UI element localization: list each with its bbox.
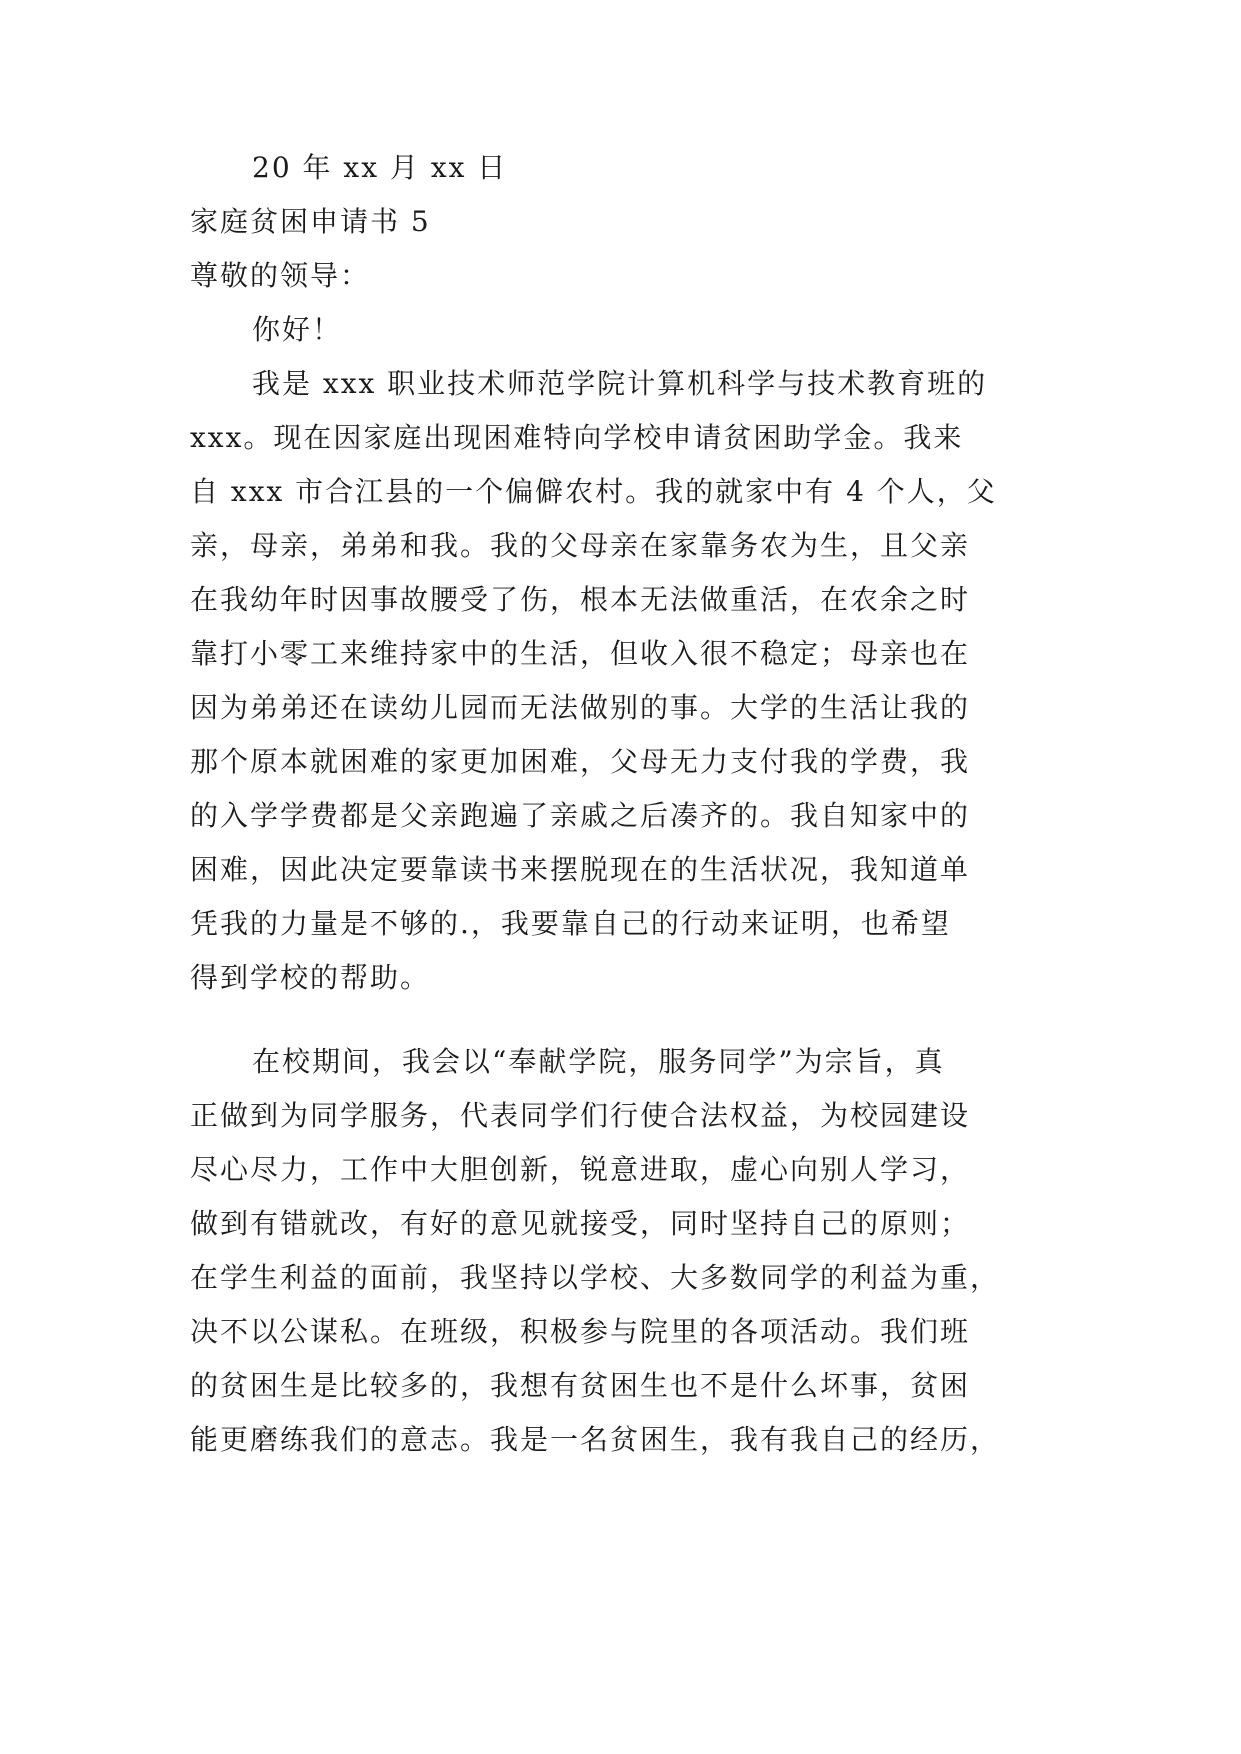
body-line: 困难，因此决定要靠读书来摆脱现在的生活状况，我知道单 <box>190 853 971 886</box>
body-line: 在我幼年时因事故腰受了伤，根本无法做重活，在农余之时 <box>190 583 971 616</box>
body-line: 在学生利益的面前，我坚持以学校、大多数同学的利益为重， <box>190 1261 1001 1294</box>
body-line: 因为弟弟还在读幼儿园而无法做别的事。大学的生活让我的 <box>190 691 971 724</box>
salutation: 尊敬的领导： <box>190 259 371 292</box>
date-line: 20 年 xx 月 xx 日 <box>252 151 508 184</box>
body-line: 凭我的力量是不够的.，我要靠自己的行动来证明，也希望 <box>190 907 951 940</box>
greeting: 你好！ <box>252 313 343 346</box>
body-line: 得到学校的帮助。 <box>190 961 431 994</box>
body-line: 我是 xxx 职业技术师范学院计算机科学与技术教育班的 <box>252 367 988 400</box>
body-line: 那个原本就困难的家更加困难，父母无力支付我的学费，我 <box>190 745 971 778</box>
body-line: 亲，母亲，弟弟和我。我的父母亲在家靠务农为生，且父亲 <box>190 529 971 562</box>
body-line: 的贫困生是比较多的，我想有贫困生也不是什么坏事，贫困 <box>190 1369 971 1402</box>
document-heading: 家庭贫困申请书 5 <box>190 205 431 238</box>
body-line: 的入学学费都是父亲跑遍了亲戚之后凑齐的。我自知家中的 <box>190 799 971 832</box>
body-line: 在校期间，我会以“奉献学院，服务同学”为宗旨，真 <box>252 1045 945 1078</box>
body-line: 决不以公谋私。在班级，积极参与院里的各项活动。我们班 <box>190 1315 971 1348</box>
body-line: xxx。现在因家庭出现困难特向学校申请贫困助学金。我来 <box>190 421 964 454</box>
body-line: 做到有错就改，有好的意见就接受，同时坚持自己的原则； <box>190 1207 971 1240</box>
body-line: 靠打小零工来维持家中的生活，但收入很不稳定；母亲也在 <box>190 637 971 670</box>
body-line: 正做到为同学服务，代表同学们行使合法权益，为校园建设 <box>190 1099 971 1132</box>
body-line: 能更磨练我们的意志。我是一名贫困生，我有我自己的经历， <box>190 1423 1001 1456</box>
body-line: 尽心尽力，工作中大胆创新，锐意进取，虚心向别人学习， <box>190 1153 971 1186</box>
body-line: 自 xxx 市合江县的一个偏僻农村。我的就家中有 4 个人，父 <box>190 475 997 508</box>
